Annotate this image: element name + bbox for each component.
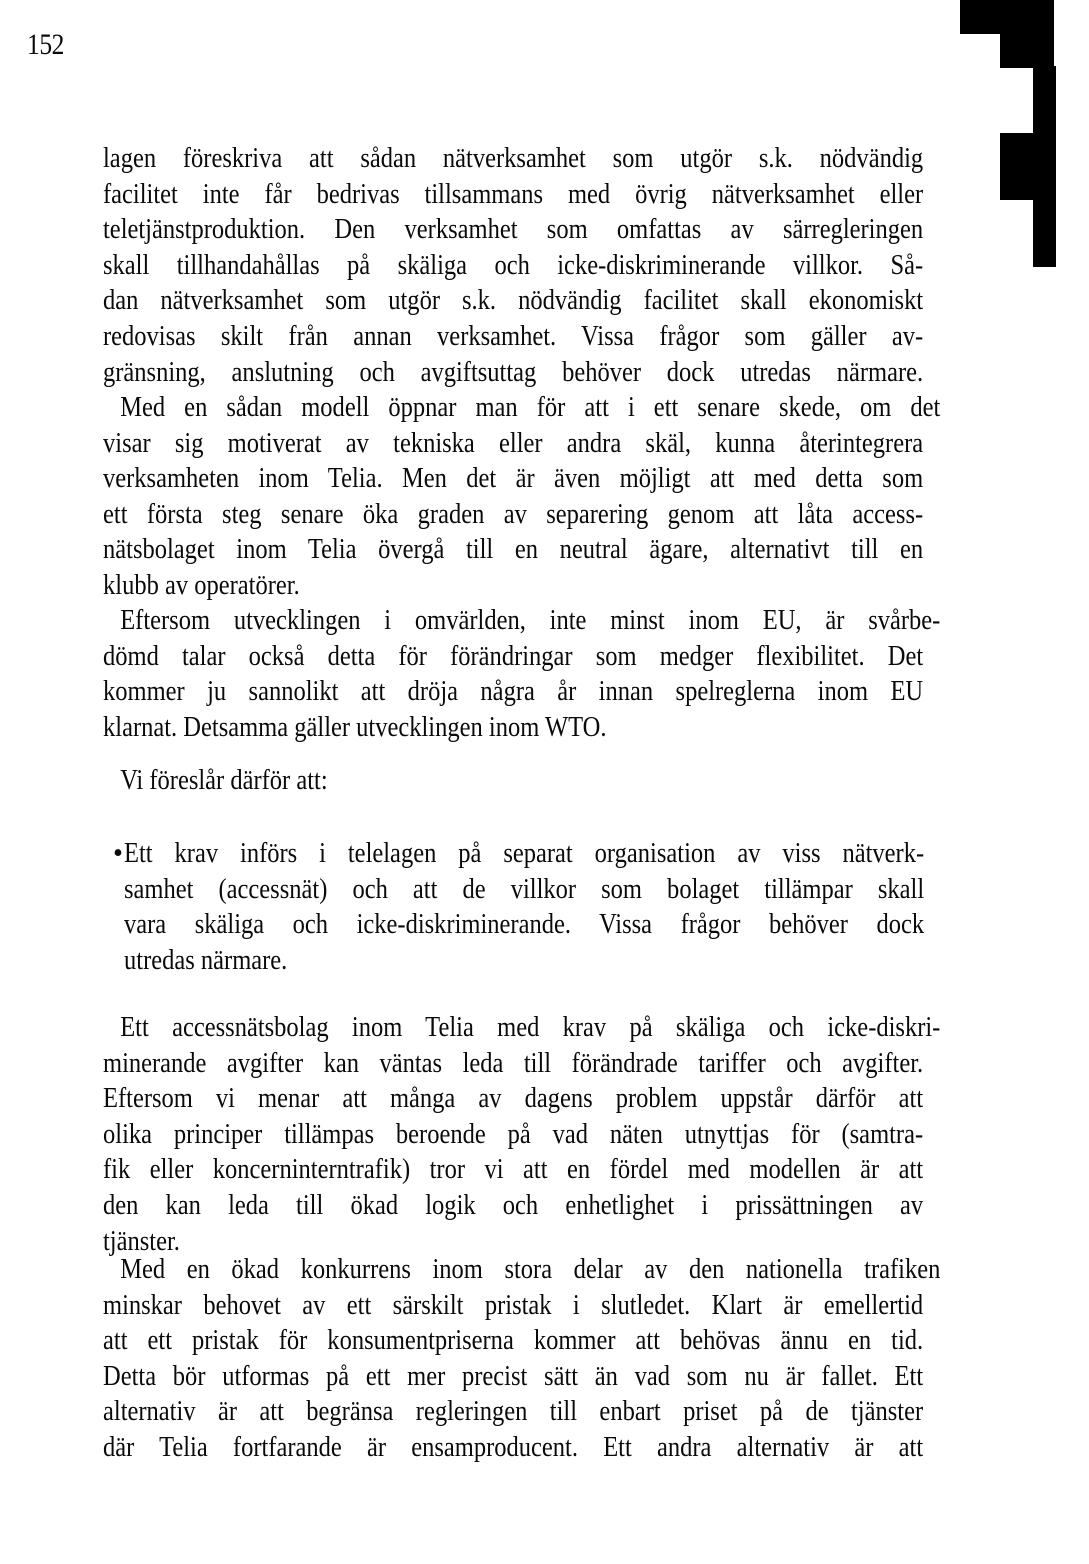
paragraph-5 bbox=[103, 1252, 941, 1466]
text-line: vara skäliga och icke-diskriminerande. Vissa frågor behöver dock bbox=[124, 909, 925, 941]
text-line: att ett pristak för konsumentpriserna kommer att behövas ännu en tid. bbox=[103, 1325, 924, 1357]
paragraph-3 bbox=[103, 603, 941, 745]
text-line: Eftersom vi menar att många av dagens problem uppstår därför att bbox=[103, 1083, 924, 1115]
paragraph-2 bbox=[103, 390, 941, 604]
text-line: utredas närmare. bbox=[124, 944, 288, 976]
text-line: den kan leda till ökad logik och enhetlighet i prissättningen av bbox=[103, 1189, 924, 1221]
text-line: skall tillhandahållas på skäliga och icke-diskriminerande villkor. Så- bbox=[103, 249, 924, 281]
proposal-bullet-item bbox=[103, 836, 923, 978]
text-line: kommer ju sannolikt att dröja några år innan spelreglerna inom EU bbox=[103, 676, 924, 708]
text-line: teletjänstproduktion. Den verksamhet som omfattas av särregleringen bbox=[103, 214, 924, 246]
text-line: där Telia fortfarande är ensamproducent. Ett andra alternativ är att bbox=[103, 1431, 924, 1463]
text-line: dömd talar också detta för förändringar som medger flexibilitet. Det bbox=[103, 640, 924, 672]
text-line: klubb av operatörer. bbox=[103, 569, 300, 601]
text-line: nätsbolaget inom Telia övergå till en neutral ägare, alternativt till en bbox=[103, 534, 924, 566]
text-line: Med en sådan modell öppnar man för att i ett senare skede, om det bbox=[120, 392, 941, 423]
text-line: ett första steg senare öka graden av separering genom att låta access- bbox=[103, 498, 924, 530]
paragraph-1 bbox=[103, 141, 923, 390]
text-line: samhet (accessnät) och att de villkor som bolaget tillämpar skall bbox=[124, 873, 925, 905]
text-line: gränsning, anslutning och avgiftsuttag behöver dock utredas närmare. bbox=[103, 356, 924, 388]
text-line: minskar behovet av ett särskilt pristak i slutledet. Klart är emellertid bbox=[103, 1289, 924, 1321]
proposal-intro bbox=[103, 763, 923, 799]
text-line: klarnat. Detsamma gäller utvecklingen inom WTO. bbox=[103, 711, 607, 743]
text-line: Eftersom utvecklingen i omvärlden, inte minst inom EU, är svårbe- bbox=[120, 605, 941, 636]
bullet-icon: • bbox=[113, 838, 123, 869]
paragraph-4 bbox=[103, 1010, 941, 1259]
text-line: minerande avgifter kan väntas leda till förändrade tariffer och avgifter. bbox=[103, 1047, 924, 1079]
text-line: Ett krav införs i telelagen på separat organisation av viss nätverk- bbox=[124, 838, 925, 869]
text-line: olika principer tillämpas beroende på vad näten utnyttjas för (samtra- bbox=[103, 1118, 924, 1150]
text-line: verksamheten inom Telia. Men det är även möjligt att med detta som bbox=[103, 463, 924, 495]
text-line: Ett accessnätsbolag inom Telia med krav på skäliga och icke-diskri- bbox=[120, 1012, 941, 1043]
text-line: dan nätverksamhet som utgör s.k. nödvändig facilitet skall ekonomiskt bbox=[103, 285, 924, 317]
text-line: facilitet inte får bedrivas tillsammans med övrig nätverksamhet eller bbox=[103, 178, 924, 210]
text-line: visar sig motiverat av tekniska eller andra skäl, kunna återintegrera bbox=[103, 427, 924, 459]
text-line: lagen föreskriva att sådan nätverksamhet som utgör s.k. nödvändig bbox=[103, 143, 924, 174]
text-line: alternativ är att begränsa regleringen till enbart priset på de tjänster bbox=[103, 1396, 924, 1428]
text-line: tjänster. bbox=[103, 1225, 180, 1257]
text-line: Detta bör utformas på ett mer precist sätt än vad som nu är fallet. Ett bbox=[103, 1360, 924, 1392]
text-line: Med en ökad konkurrens inom stora delar av den nationella trafiken bbox=[120, 1254, 941, 1285]
text-line: redovisas skilt från annan verksamhet. Vissa frågor som gäller av- bbox=[103, 320, 924, 352]
text-line: Vi föreslår därför att: bbox=[120, 765, 328, 796]
text-line: fik eller koncerninterntrafik) tror vi att en fördel med modellen är att bbox=[103, 1154, 924, 1186]
page-number: 152 bbox=[27, 28, 64, 61]
